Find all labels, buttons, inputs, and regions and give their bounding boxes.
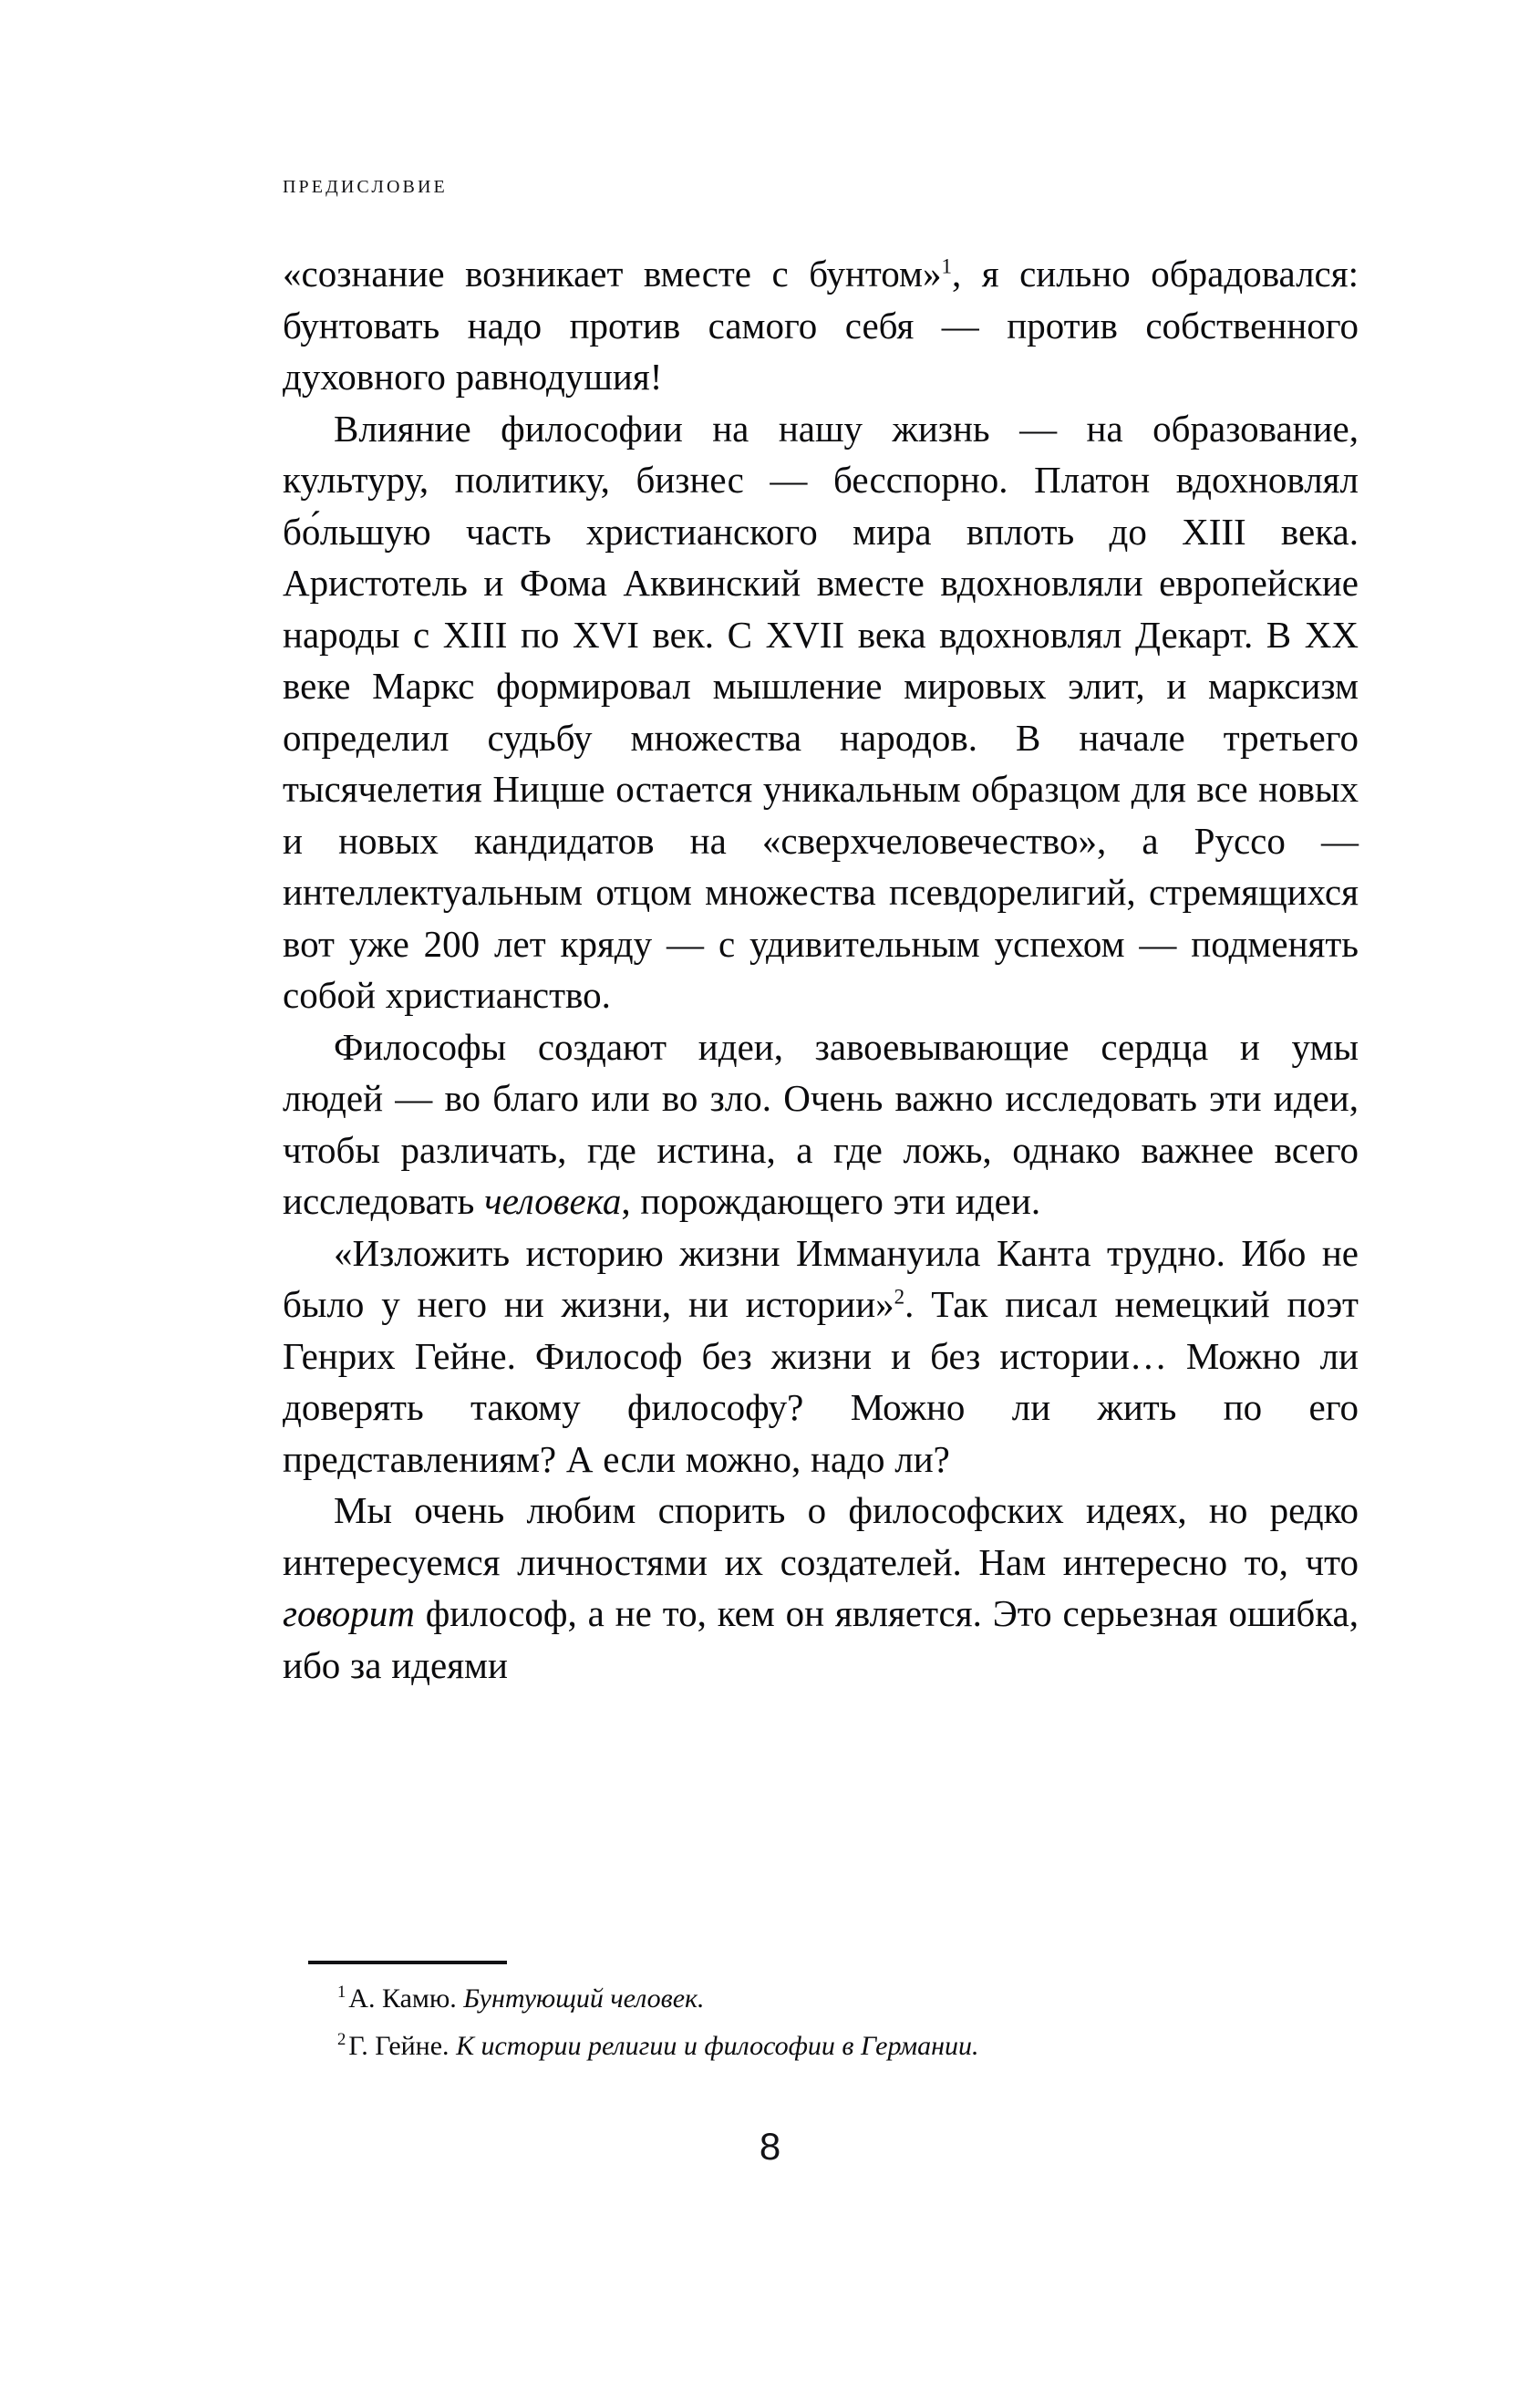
footnote-item-1: [283, 1979, 1359, 2019]
paragraph-2: Влияние философии на нашу жизнь — на образование, культуру, политику, бизнес — бесспорно. Платон вдохновлял бо́льшую часть христианского мира вплоть до XIII века. Аристотель и Фома Аквинский вместе вдохновляли европейские народы с XIII по XVI век. С XVII века вдохновлял Декарт. В XX веке Маркс формировал мышление мировых элит, и марксизм определил судьбу множества народов. В начале третьего тысячелетия Ницше остается уникальным образцом для все новых и новых кандидатов на «сверхчеловечество», а Руссо — интеллектуальным отцом множества псевдорелигий, стремящихся вот уже 200 лет кряду — с удивительным успехом — подменять собой христианство.: [283, 407, 1359, 1016]
paragraph-4: «Изложить историю жизни Иммануила Канта трудно. Ибо не было у него ни жизни, ни истории»$^2$. Так писал немецкий поэт Генрих Гейне. Философ без жизни и без истории… Можно ли доверять такому философу? Можно ли жить по его представлениям? А если можно, надо ли?: [283, 1231, 1359, 1480]
paragraph-5: Мы очень любим спорить о философских идеях, но редко интересуемся личностями их создателей. Нам интересно то, что говорит философ, а не то, кем он является. Это серьезная ошибка, ибо за идеями: [283, 1489, 1359, 1686]
footnote-author-2: Г. Гейне.: [348, 2031, 457, 2061]
paragraph-3: Философы создают идеи, завоевывающие сердца и умы людей — во благо или во зло. Очень важно исследовать эти идеи, чтобы различать, где истина, а где ложь, однако важнее всего исследовать человека, порождающего эти идеи.: [283, 1025, 1359, 1222]
footnote-ref-1[interactable]: 1: [941, 254, 952, 278]
footnote-title-1: Бунтующий человек.: [463, 1983, 705, 2014]
footnote-item-2: [283, 2026, 1359, 2066]
body-text-block: [283, 248, 1359, 1691]
footnote-title-2: К истории религии и философии в Германии.: [456, 2031, 979, 2061]
footnote-area: [283, 1961, 1359, 2074]
footnote-marker-2: 2: [337, 2030, 346, 2049]
footnote-ref-2[interactable]: 2: [894, 1285, 905, 1309]
emphasis-govorit: говорит: [283, 1592, 415, 1634]
page-number: 8: [759, 2125, 781, 2168]
running-head: предисловие: [283, 170, 448, 199]
emphasis-chelovека: человека: [484, 1180, 622, 1222]
footnote-author-1: А. Камю.: [348, 1983, 464, 2014]
footnote-separator-rule: [308, 1961, 507, 1964]
footnote-marker-1: 1: [337, 1983, 346, 2002]
paragraph-1: «сознание возникает вместе с бунтом»$^1$, я сильно обрадовался: бунтовать надо против самого себя — против собственного духовного равнодушия!: [283, 253, 1359, 398]
